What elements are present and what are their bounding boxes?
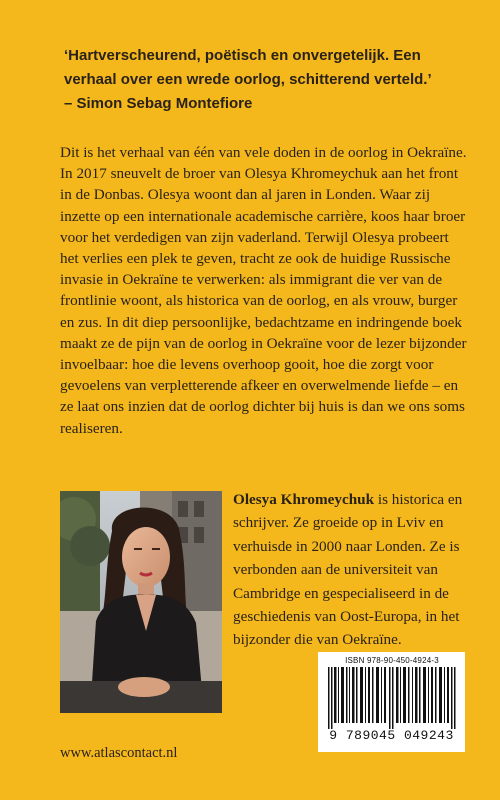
publisher-website[interactable]: www.atlascontact.nl xyxy=(60,745,178,761)
author-photo xyxy=(60,491,222,713)
isbn-label: ISBN 978-90-450-4924-3 xyxy=(345,656,439,665)
barcode-icon xyxy=(328,667,456,729)
blurb-quote xyxy=(64,44,464,116)
barcode-box xyxy=(318,652,465,752)
author-bio-text: is historica en schrijver. Ze groeide op in Lviv en verhuisde in 2000 naar Londen. Ze is verbonden aan de universiteit van Cambridge en gespecialiseerd in de geschiedenis van Oost-Europa, in het bijzonder die van Oekraïne. xyxy=(233,491,463,649)
author-name: Olesya Khromeychuk xyxy=(233,491,375,508)
quote-attribution: – Simon Sebag Montefiore xyxy=(64,95,253,112)
quote-text: ‘Hartverscheurend, poëtisch en onvergetelijk. Een verhaal over een wrede oorlog, schitterend verteld.’ xyxy=(64,47,432,88)
book-description: Dit is het verhaal van één van vele doden in de oorlog in Oekraïne. In 2017 sneuvelt de broer van Olesya Khromeychuk aan het front in de Donbas. Olesya woont dan al jaren in Londen. Waar zij inzette op een internationale academische carrière, koos haar broer voor het verdedigen van zijn vaderland. Terwijl Olesya probeert het verlies een plek te geven, tracht ze ook de huidige Russische invasie in Oekraïne te verwerken: als immigrant die ver van de frontlinie woont, als historica van de oorlog, en als vrouw, burger en zus. In dit diep persoonlijke, bedachtzame en indringende boek maakt ze de pijn van de oorlog in Oekraïne voor de lezer bijzonder invoelbaar: hoe die levens overhoop gooit, hoe die zorgt voor gevoelens van verpletterende afkeer en overwelmende liefde – en ze laat ons inzien dat de oorlog dichter bij huis is dan we ons soms realiseren. xyxy=(60,144,467,437)
author-bio xyxy=(233,488,478,652)
barcode-digits: 9 789045 049243 xyxy=(329,728,454,743)
